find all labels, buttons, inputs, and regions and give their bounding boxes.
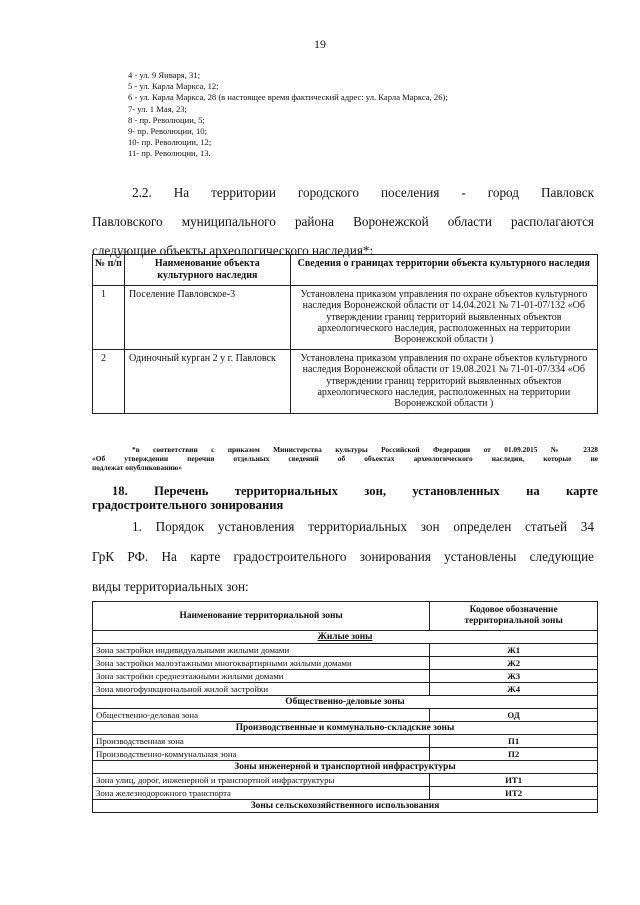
paragraph-1 xyxy=(92,512,594,602)
column-header-zone-code: Кодовое обозначение территориальной зоны xyxy=(430,602,598,631)
group-row xyxy=(93,800,598,813)
page-number: 19 xyxy=(314,37,326,51)
column-header-info: Сведения о границах территории объекта культурного наследия xyxy=(290,255,597,286)
address-list xyxy=(128,70,448,160)
row-number: 1 xyxy=(93,286,125,350)
footnote-line: «Об утверждении перечня отдельных сведений об объектах археологического наследия, которые не xyxy=(92,454,598,463)
paragraph-line: 2.2. На территории городского поселения - город Павловск xyxy=(132,185,594,200)
border-info: Установлена приказом управления по охране объектов культурного наследия Воронежской области от 19.08.2021 № 71-01-07/334 «Об утверждении границ территорий выявленных объектов археологического наследия, расположенных на территории Воронежской области ) xyxy=(290,350,597,414)
zone-code: Ж4 xyxy=(430,683,598,696)
archaeology-table xyxy=(92,254,598,414)
group-row xyxy=(93,722,598,735)
table-row xyxy=(93,748,598,761)
zone-code: Ж1 xyxy=(430,644,598,657)
table-row xyxy=(93,787,598,800)
table-header-row xyxy=(93,255,598,286)
table-row xyxy=(93,670,598,683)
group-row xyxy=(93,761,598,774)
table-row xyxy=(93,350,598,414)
group-title: Общественно-деловые зоны xyxy=(93,696,598,709)
table-row xyxy=(93,657,598,670)
zone-name: Зона улиц, дорог, инженерной и транспортной инфраструктуры xyxy=(93,774,430,787)
table-row xyxy=(93,286,598,350)
table-header-row xyxy=(93,602,598,631)
heading-line: 18. Перечень территориальных зон, установленных на карте xyxy=(112,484,598,498)
column-header-zone-name: Наименование территориальной зоны xyxy=(93,602,430,631)
footnote-line: *в соответствии с приказом Министерства культуры Российской Федерации от 01.09.2015 № 2328 xyxy=(132,445,598,454)
list-item: 5 - ул. Карла Маркса, 12; xyxy=(128,81,219,92)
object-name: Поселение Павловское-3 xyxy=(124,286,290,350)
section-heading xyxy=(92,484,598,512)
zone-code: ИТ2 xyxy=(430,787,598,800)
list-item: 4 - ул. 9 Января, 31; xyxy=(128,70,201,80)
group-title: Жилые зоны xyxy=(93,631,598,644)
paragraph-line: Павловского муниципального района Воронежской области располагаются xyxy=(92,214,594,229)
zone-name: Зона застройки индивидуальными жилыми домами xyxy=(93,644,430,657)
list-item: 10- пр. Революции, 12; xyxy=(128,137,212,148)
table-row xyxy=(93,683,598,696)
list-item: 6 - ул. Карла Маркса, 28 (в настоящее время фактический адрес: ул. Карла Маркса, 26); xyxy=(128,92,448,103)
border-info: Установлена приказом управления по охране объектов культурного наследия Воронежской области от 14.04.2021 № 71-01-07/132 «Об утверждении границ территорий выявленных объектов археологического наследия, расположенных на территории Воронежской области ) xyxy=(290,286,597,350)
zone-name: Производственная зона xyxy=(93,735,430,748)
footnote-line: подлежат опубликованию» xyxy=(92,463,182,472)
zone-name: Зона железнодорожного транспорта xyxy=(93,787,430,800)
zone-code: Ж3 xyxy=(430,670,598,683)
paragraph-2-2 xyxy=(92,178,594,265)
list-item: 7- ул. 1 Мая, 23; xyxy=(128,103,187,114)
footnote xyxy=(92,445,598,472)
group-row xyxy=(93,696,598,709)
list-item: 9- пр. Революции, 10; xyxy=(128,126,207,137)
object-name: Одиночный курган 2 у г. Павловск xyxy=(124,350,290,414)
paragraph-line: 1. Порядок установления территориальных зон определен статьей 34 xyxy=(132,519,594,534)
zone-code: П1 xyxy=(430,735,598,748)
zones-table xyxy=(92,601,598,813)
table-row xyxy=(93,709,598,722)
zone-code: ИТ1 xyxy=(430,774,598,787)
zone-code: Ж2 xyxy=(430,657,598,670)
zone-name: Зона застройки среднеэтажными жилыми домами xyxy=(93,670,430,683)
group-title: Зоны инженерной и транспортной инфраструктуры xyxy=(93,761,598,774)
group-title: Зоны сельскохозяйственного использования xyxy=(93,800,598,813)
column-header-name: Наименование объекта культурного наследия xyxy=(124,255,290,286)
paragraph-line: ГрК РФ. На карте градостроительного зонирования установлены следующие xyxy=(92,549,594,564)
paragraph-line: следующие объекты археологического наследия*: xyxy=(92,243,374,258)
column-header-number: № п/п xyxy=(93,255,125,286)
row-number: 2 xyxy=(93,350,125,414)
list-item: 11- пр. Революции, 13. xyxy=(128,148,211,159)
zone-code: П2 xyxy=(430,748,598,761)
zone-name: Зона застройки малоэтажными многоквартирными жилыми домами xyxy=(93,657,430,670)
zone-name: Общественно-деловая зона xyxy=(93,709,430,722)
table-row xyxy=(93,774,598,787)
zone-name: Производственно-коммунальная зона xyxy=(93,748,430,761)
zone-name: Зона многофункциональной жилой застройки xyxy=(93,683,430,696)
list-item: 8 - пр. Революции, 5; xyxy=(128,114,205,125)
table-row xyxy=(93,735,598,748)
table-row xyxy=(93,644,598,657)
group-row xyxy=(93,631,598,644)
heading-line: градостроительного зонирования xyxy=(92,498,284,512)
zone-code: ОД xyxy=(430,709,598,722)
paragraph-line: виды территориальных зон: xyxy=(92,579,249,594)
group-title: Производственные и коммунально-складские зоны xyxy=(93,722,598,735)
